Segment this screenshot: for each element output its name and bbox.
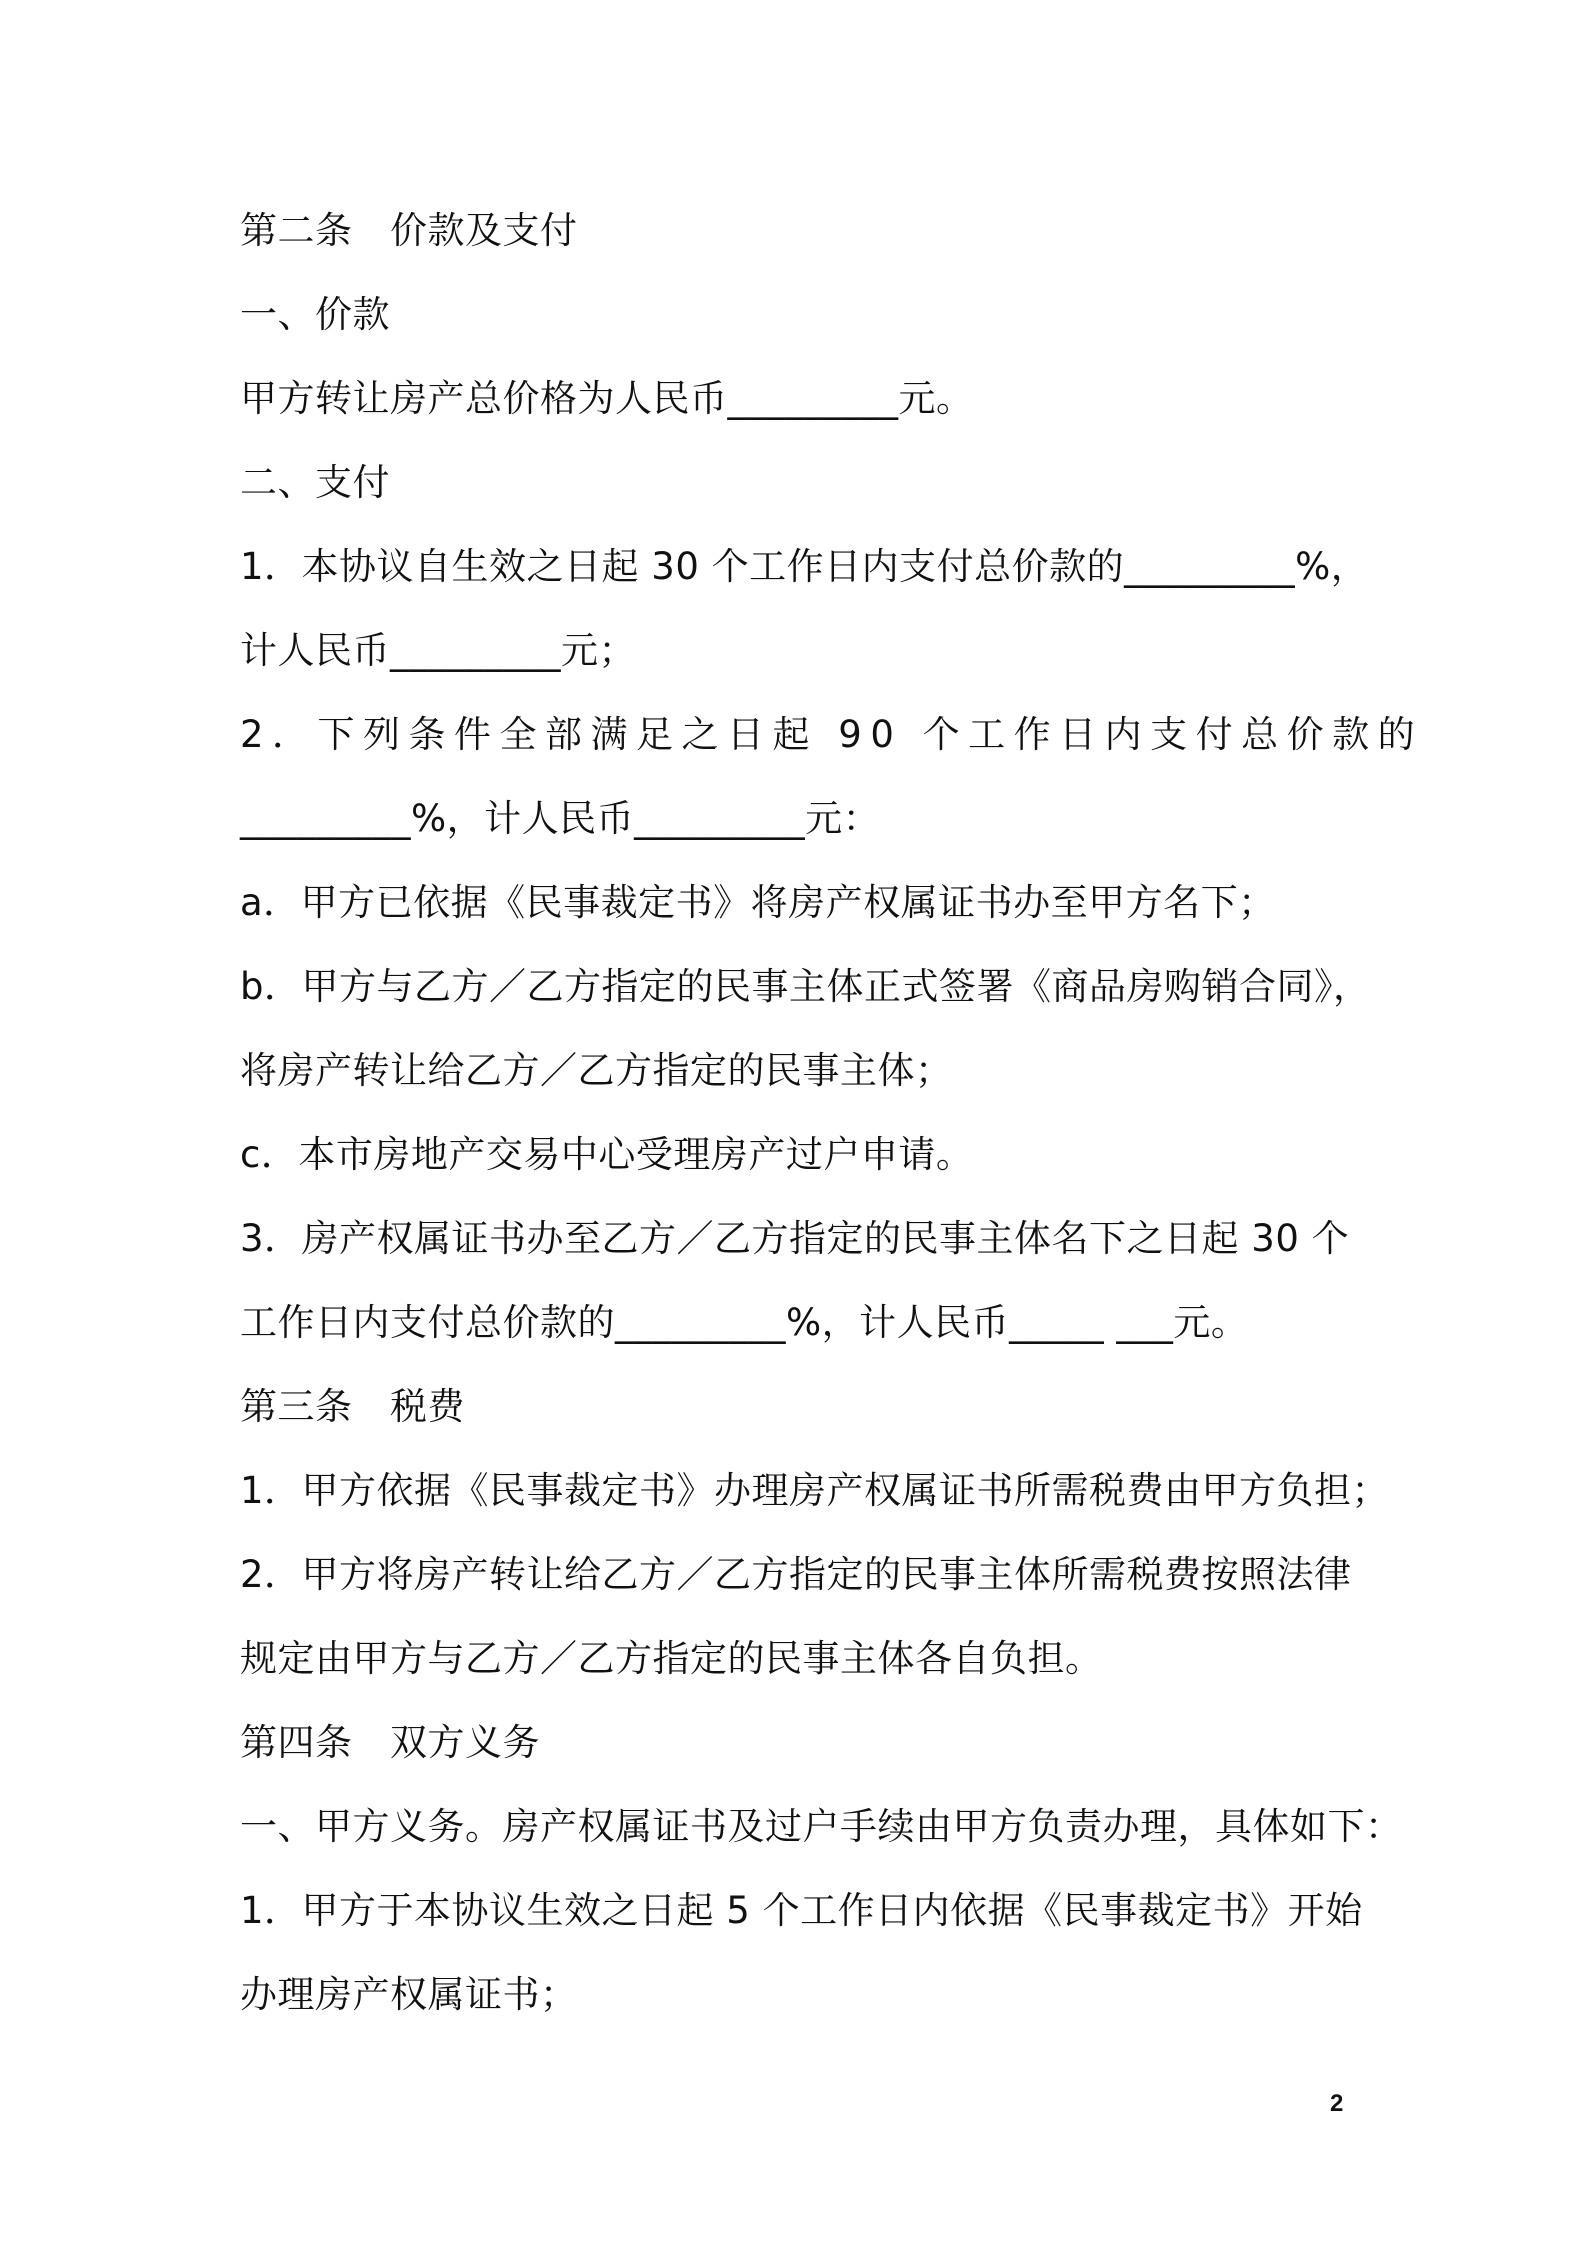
condition-c: c．本市房地产交易中心受理房产过户申请。 — [240, 1133, 974, 1176]
payment-item-2-cont: _________%，计人民币_________元： — [240, 797, 881, 840]
tax-item-2: 2．甲方将房产转让给乙方／乙方指定的民事主体所需税费按照法律 — [240, 1553, 1352, 1596]
section-price-heading: 一、价款 — [240, 293, 390, 336]
payment-item-3-cont: 工作日内支付总价款的_________%，计人民币_____ ___元。 — [240, 1301, 1249, 1344]
party-a-obligations: 一、甲方义务。房产权属证书及过户手续由甲方负责办理，具体如下： — [240, 1805, 1403, 1848]
page-number: 2 — [1330, 2090, 1344, 2117]
article-4-heading: 第四条 双方义务 — [240, 1721, 540, 1764]
total-price-clause: 甲方转让房产总价格为人民币_________元。 — [240, 377, 974, 420]
tax-item-1: 1．甲方依据《民事裁定书》办理房产权属证书所需税费由甲方负担； — [240, 1469, 1390, 1512]
article-2-heading: 第二条 价款及支付 — [240, 209, 578, 252]
payment-item-1-cont: 计人民币_________元； — [240, 629, 636, 672]
tax-item-2-cont: 规定由甲方与乙方／乙方指定的民事主体各自负担。 — [240, 1637, 1103, 1680]
payment-item-2: 2．下列条件全部满足之日起 90 个工作日内支付总价款的 — [240, 713, 1424, 756]
condition-a: a．甲方已依据《民事裁定书》将房产权属证书办至甲方名下； — [240, 881, 1276, 924]
document-body — [240, 196, 1424, 2044]
condition-b: b．甲方与乙方／乙方指定的民事主体正式签署《商品房购销合同》， — [240, 965, 1371, 1008]
payment-item-3: 3．房产权属证书办至乙方／乙方指定的民事主体名下之日起 30 个 — [240, 1217, 1350, 1260]
condition-b-cont: 将房产转让给乙方／乙方指定的民事主体； — [240, 1049, 953, 1092]
article-3-heading: 第三条 税费 — [240, 1385, 465, 1428]
obligation-item-1: 1．甲方于本协议生效之日起 5 个工作日内依据《民事裁定书》开始 — [240, 1889, 1363, 1932]
section-payment-heading: 二、支付 — [240, 461, 390, 504]
payment-item-1: 1．本协议自生效之日起 30 个工作日内支付总价款的_________%， — [240, 545, 1369, 588]
obligation-item-1-cont: 办理房产权属证书； — [240, 1973, 578, 2016]
